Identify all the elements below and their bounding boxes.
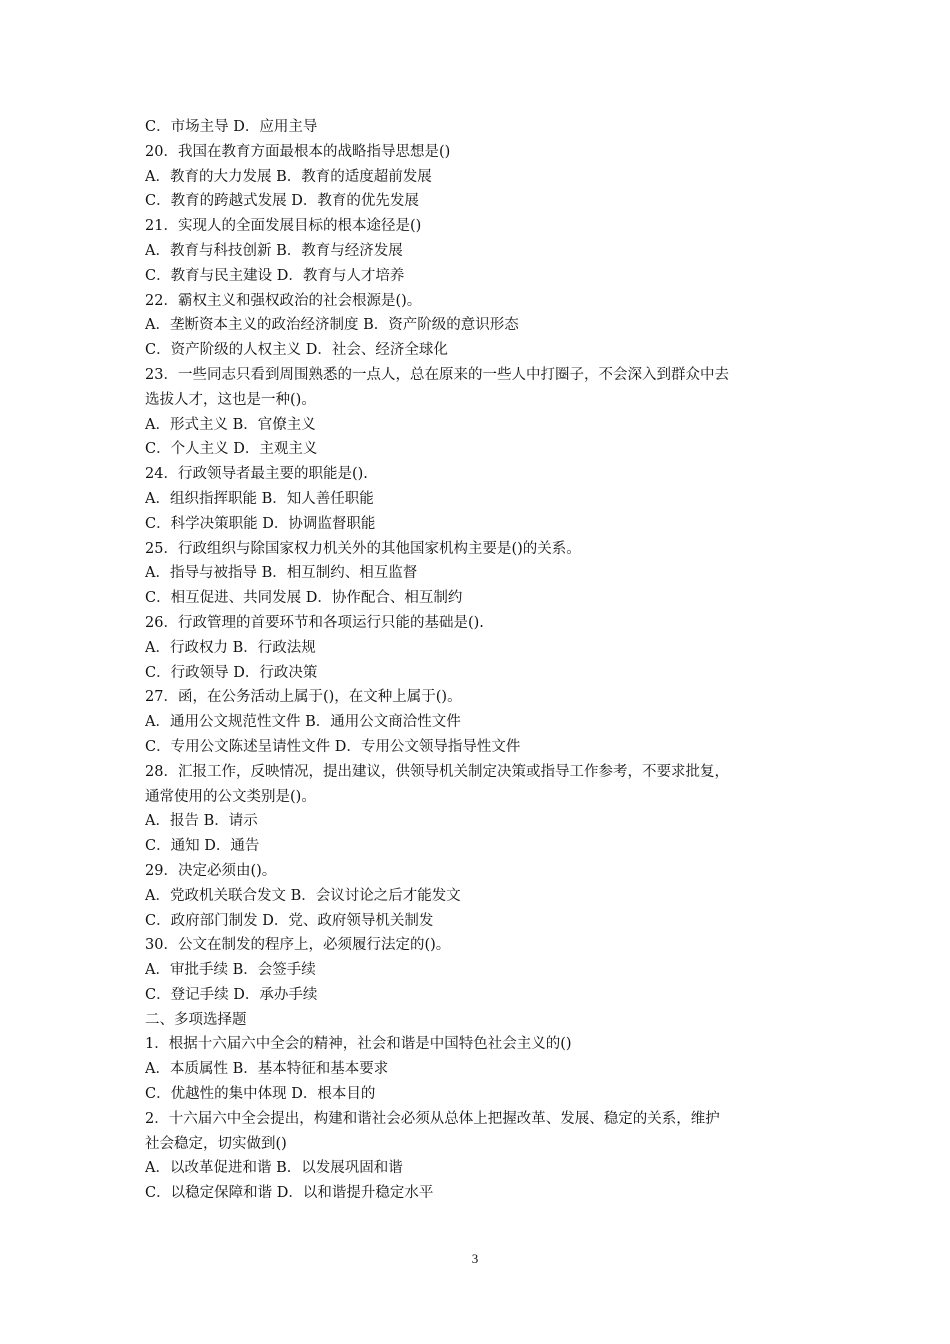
- text-line: C．通知 D．通告: [145, 838, 260, 855]
- text-line: 2．十六届六中全会提出，构建和谐社会必须从总体上把握改革、发展、稳定的关系，维护: [145, 1110, 720, 1127]
- text-line: A．形式主义 B．官僚主义: [145, 416, 316, 433]
- text-line: 选拔人才，这也是一种()。: [145, 391, 316, 408]
- text-line: C．专用公文陈述呈请性文件 D．专用公文领导指导性文件: [145, 738, 521, 755]
- text-line: 25．行政组织与除国家权力机关外的其他国家机构主要是()的关系。: [145, 540, 581, 557]
- text-line: A．组织指挥职能 B．知人善任职能: [145, 490, 374, 507]
- text-line: A．党政机关联合发文 B．会议讨论之后才能发文: [145, 887, 461, 904]
- text-line: C．行政领导 D．行政决策: [145, 664, 318, 681]
- page-number: 3: [471, 1251, 479, 1266]
- text-line: 21．实现人的全面发展目标的根本途径是(): [145, 218, 422, 235]
- text-line: 27．函，在公务活动上属于()，在文种上属于()。: [145, 689, 462, 706]
- text-line: 28．汇报工作，反映情况，提出建议，供领导机关制定决策或指导工作参考，不要求批复，: [145, 763, 729, 780]
- text-line: A．垄断资本主义的政治经济制度 B．资产阶级的意识形态: [145, 317, 519, 334]
- text-line: C．相互促进、共同发展 D．协作配合、相互制约: [145, 590, 463, 607]
- text-line: A．教育与科技创新 B．教育与经济发展: [145, 242, 403, 259]
- text-line: A．本质属性 B．基本特征和基本要求: [145, 1061, 389, 1078]
- text-line: C．教育与民主建设 D．教育与人才培养: [145, 267, 405, 284]
- page-content: [145, 115, 815, 1206]
- text-line: C．政府部门制发 D．党、政府领导机关制发: [145, 912, 434, 929]
- text-line: A．通用公文规范性文件 B．通用公文商洽性文件: [145, 714, 461, 731]
- text-line: 1．根据十六届六中全会的精神，社会和谐是中国特色社会主义的(): [145, 1036, 572, 1053]
- text-line: A．审批手续 B．会签手续: [145, 962, 316, 979]
- text-line: C．优越性的集中体现 D．根本目的: [145, 1086, 376, 1103]
- text-line: A．报告 B．请示: [145, 813, 258, 830]
- text-line: C．以稳定保障和谐 D．以和谐提升稳定水平: [145, 1185, 434, 1202]
- text-line: 29．决定必须由()。: [145, 862, 277, 879]
- text-line: 二、多项选择题: [145, 1011, 247, 1028]
- text-line: A．行政权力 B．行政法规: [145, 639, 316, 656]
- text-line: C．资产阶级的人权主义 D．社会、经济全球化: [145, 342, 448, 359]
- text-line: 通常使用的公文类别是()。: [145, 788, 316, 805]
- text-line: 20．我国在教育方面最根本的战略指导思想是(): [145, 143, 451, 160]
- text-line: 社会稳定，切实做到(): [145, 1135, 287, 1152]
- text-line: A．教育的大力发展 B．教育的适度超前发展: [145, 168, 432, 185]
- text-line: C．登记手续 D．承办手续: [145, 986, 318, 1003]
- text-line: C．科学决策职能 D．协调监督职能: [145, 515, 376, 532]
- text-line: 22．霸权主义和强权政治的社会根源是()。: [145, 292, 422, 309]
- text-line: A．指导与被指导 B．相互制约、相互监督: [145, 565, 418, 582]
- text-line: 26．行政管理的首要环节和各项运行只能的基础是().: [145, 614, 484, 631]
- text-line: 24．行政领导者最主要的职能是().: [145, 466, 368, 483]
- text-line: 23．一些同志只看到周围熟悉的一点人，总在原来的一些人中打圈子，不会深入到群众中去: [145, 366, 729, 383]
- text-line: 30．公文在制发的程序上，必须履行法定的()。: [145, 937, 451, 954]
- text-line: C．个人主义 D．主观主义: [145, 441, 318, 458]
- text-line: C．市场主导 D．应用主导: [145, 119, 318, 135]
- text-line: A．以改革促进和谐 B．以发展巩固和谐: [145, 1160, 403, 1177]
- text-line: C．教育的跨越式发展 D．教育的优先发展: [145, 193, 419, 210]
